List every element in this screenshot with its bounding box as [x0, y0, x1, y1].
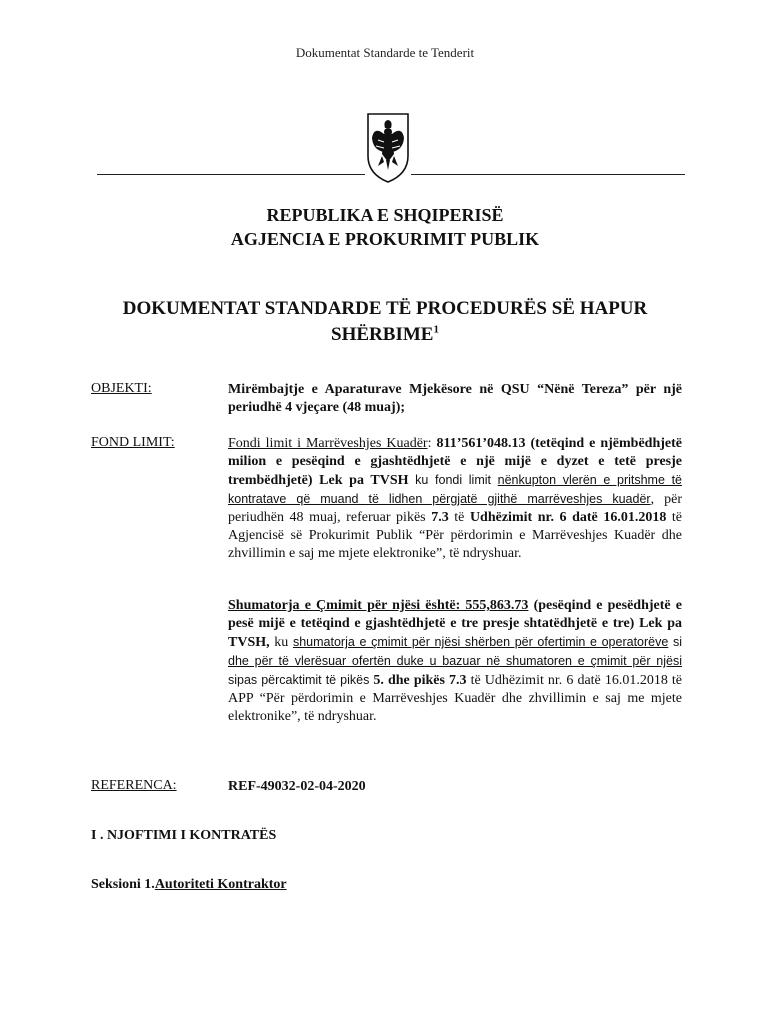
government-line-2: AGJENCIA E PROKURIMIT PUBLIK: [230, 229, 540, 249]
document-title-line-2: SHËRBIME: [331, 324, 434, 345]
seksioni-heading: Seksioni 1.Autoriteti Kontraktor: [91, 877, 287, 892]
referenca-value: REF-49032-02-04-2020: [228, 779, 366, 794]
section-one-heading: I . NJOFTIMI I KONTRATËS: [91, 828, 277, 843]
fond-limit-paragraph-2: Shumatorja e Çmimit për njësi është: 555,863.73 (pesëqind e pesëdhjetë e pesë mijë e tetëqind e gjashtëdhjetë e tre presje shtatëdhjetë e tre) Lek pa TVSH, ku shumatorja e çmimit për njësi shërben për ofertimin e operatorëve si dhe për të vlerësuar ofertën duke u bazuar në shumatoren e çmimit për njësi sipas përcaktimit të pikës 5. dhe pikës 7.3 të Udhëzimit nr. 6 datë 16.01.2018 të APP “Për përdorimin e Marrëveshjes Kuadër dhe zhvillimin e saj me mjete elektronike”, të ndryshuar.: [228, 598, 683, 724]
government-heading: [0, 203, 770, 251]
objekti-label: OBJEKTI:: [91, 381, 152, 396]
fond-limit-paragraph-1: Fondi limit i Marrëveshjes Kuadër: 811’561’048.13 (tetëqind e njëmbëdhjetë milion e pesëqind e gjashtëdhjetë e një mijë e dyzet e tetë presje trembëdhjetë) Lek pa TVSH ku fondi limit nënkupton vlerën e pritshme të kontratave që muand të lidhen përgjatë gjithë marrëveshjes kuadër, për periudhën 48 muaj, referuar pikës 7.3 të Udhëzimit nr. 6 datë 16.01.2018 të Agjencisë së Prokurimit Publik “Për përdorimin e Marrëveshjes Kuadër dhe zhvillimin e saj me mjete elektronike”, të ndryshuar.: [228, 436, 683, 561]
running-header: Dokumentat Standarde te Tenderit: [295, 45, 475, 60]
header-rule-right: [411, 174, 685, 175]
document-title-line-1: DOKUMENTAT STANDARDE TË PROCEDURËS SË HAPUR: [122, 298, 648, 319]
document-title: [0, 296, 770, 348]
referenca-label: REFERENCA:: [91, 778, 177, 793]
footnote-marker: 1: [433, 323, 439, 336]
objekti-text: Mirëmbajtje e Aparaturave Mjekësore në QSU “Nënë Tereza” për një periudhë 4 vjeçare (48 muaj);: [228, 382, 682, 415]
government-line-1: REPUBLIKA E SHQIPERISË: [266, 205, 504, 225]
albanian-eagle-emblem-icon: [364, 108, 412, 184]
header-rule-left: [97, 174, 365, 175]
fond-limit-label: FOND LIMIT:: [91, 435, 175, 450]
